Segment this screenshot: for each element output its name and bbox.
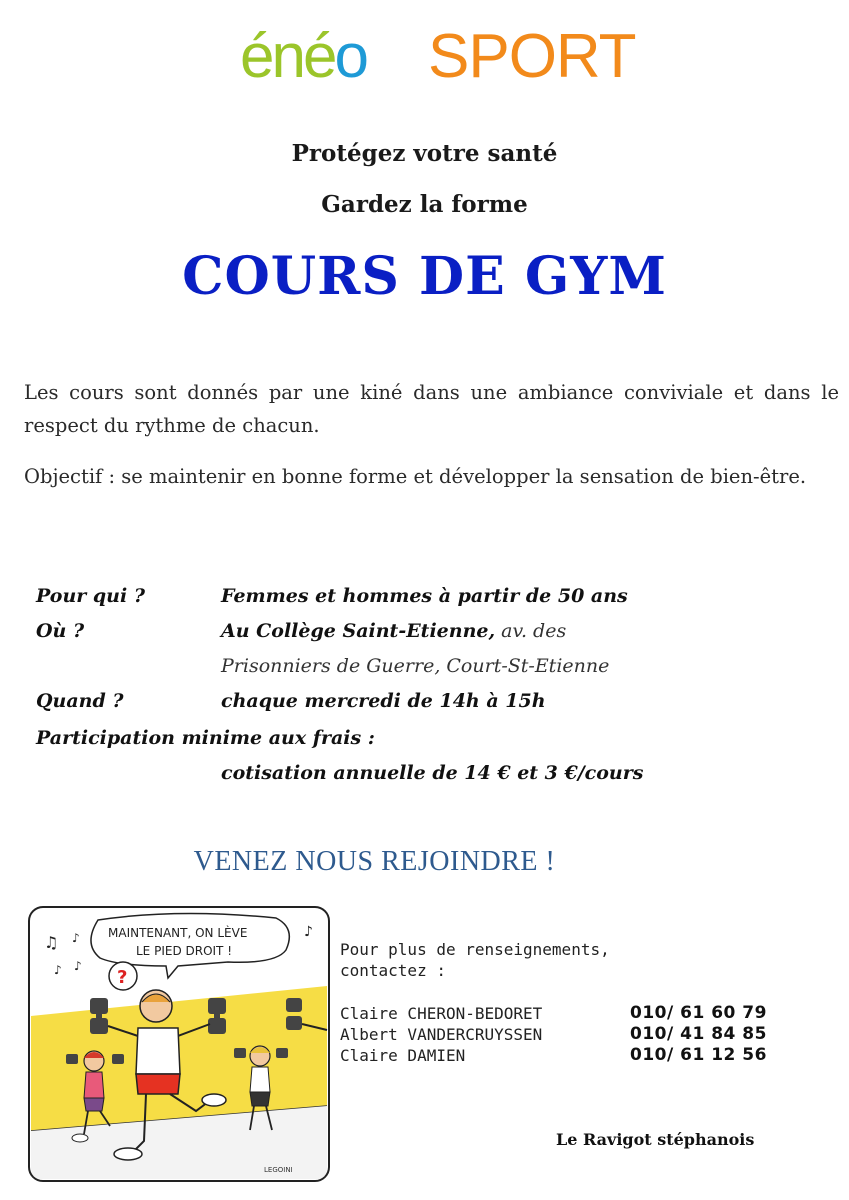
question-mark-icon: ? [117, 967, 128, 988]
music-note-icon: ♪ [72, 931, 80, 945]
source-credit: Le Ravigot stéphanois [556, 1130, 755, 1149]
contact-phone: 010/ 61 60 79 [630, 1003, 767, 1023]
contact-name: Claire DAMIEN [340, 1046, 466, 1065]
logo-eneo-text: énéo [240, 22, 366, 91]
subheading-health: Protégez votre santé [291, 140, 558, 167]
speech-text-line2: LE PIED DROIT ! [136, 944, 233, 958]
contact-intro: Pour plus de renseignements, [340, 940, 610, 959]
contact-phone: 010/ 41 84 85 [630, 1024, 767, 1044]
when-value: chaque mercredi de 14h à 15h [221, 690, 546, 712]
where-venue: Au Collège Saint-Etienne, [221, 620, 496, 642]
when-label: Quand ? [36, 690, 124, 712]
music-note-icon: ♪ [74, 959, 82, 973]
who-label: Pour qui ? [36, 585, 145, 607]
gym-cartoon [28, 906, 330, 1182]
artist-signature: LEGOINI [264, 1166, 293, 1174]
who-value: Femmes et hommes à partir de 50 ans [221, 585, 628, 607]
where-label: Où ? [36, 620, 85, 642]
description-paragraph: Les cours sont donnés par une kiné dans une ambiance conviviale et dans le respect du rythme de chacun. [24, 381, 839, 437]
gym-cartoon-drawing [28, 906, 330, 1182]
eneo-sport-logo [240, 20, 636, 100]
page-title: COURS DE GYM [182, 246, 667, 307]
contact-intro-2: contactez : [340, 961, 446, 980]
speech-text-line1: MAINTENANT, ON LÈVE [108, 926, 248, 940]
music-note-icon: ♪ [54, 963, 62, 977]
fee-label: Participation minime aux frais : [36, 727, 375, 749]
music-note-icon: ♫ [44, 933, 59, 952]
contact-phone: 010/ 61 12 56 [630, 1045, 767, 1065]
music-note-icon: ♪ [304, 924, 313, 940]
objective-paragraph: Objectif : se maintenir en bonne forme et développer la sensation de bien-être. [24, 465, 807, 488]
subheading-fitness: Gardez la forme [321, 191, 528, 218]
where-address-start: av. des [495, 620, 567, 642]
fee-value: cotisation annuelle de 14 € et 3 €/cours [221, 762, 644, 784]
join-us-heading: VENEZ NOUS REJOINDRE ! [193, 846, 556, 877]
where-address: Prisonniers de Guerre, Court-St-Etienne [221, 655, 610, 677]
where-value [221, 620, 566, 642]
logo-sport-text: SPORT [428, 22, 636, 91]
contact-name: Claire CHERON-BEDORET [340, 1004, 543, 1023]
contact-name: Albert VANDERCRUYSSEN [340, 1025, 543, 1044]
